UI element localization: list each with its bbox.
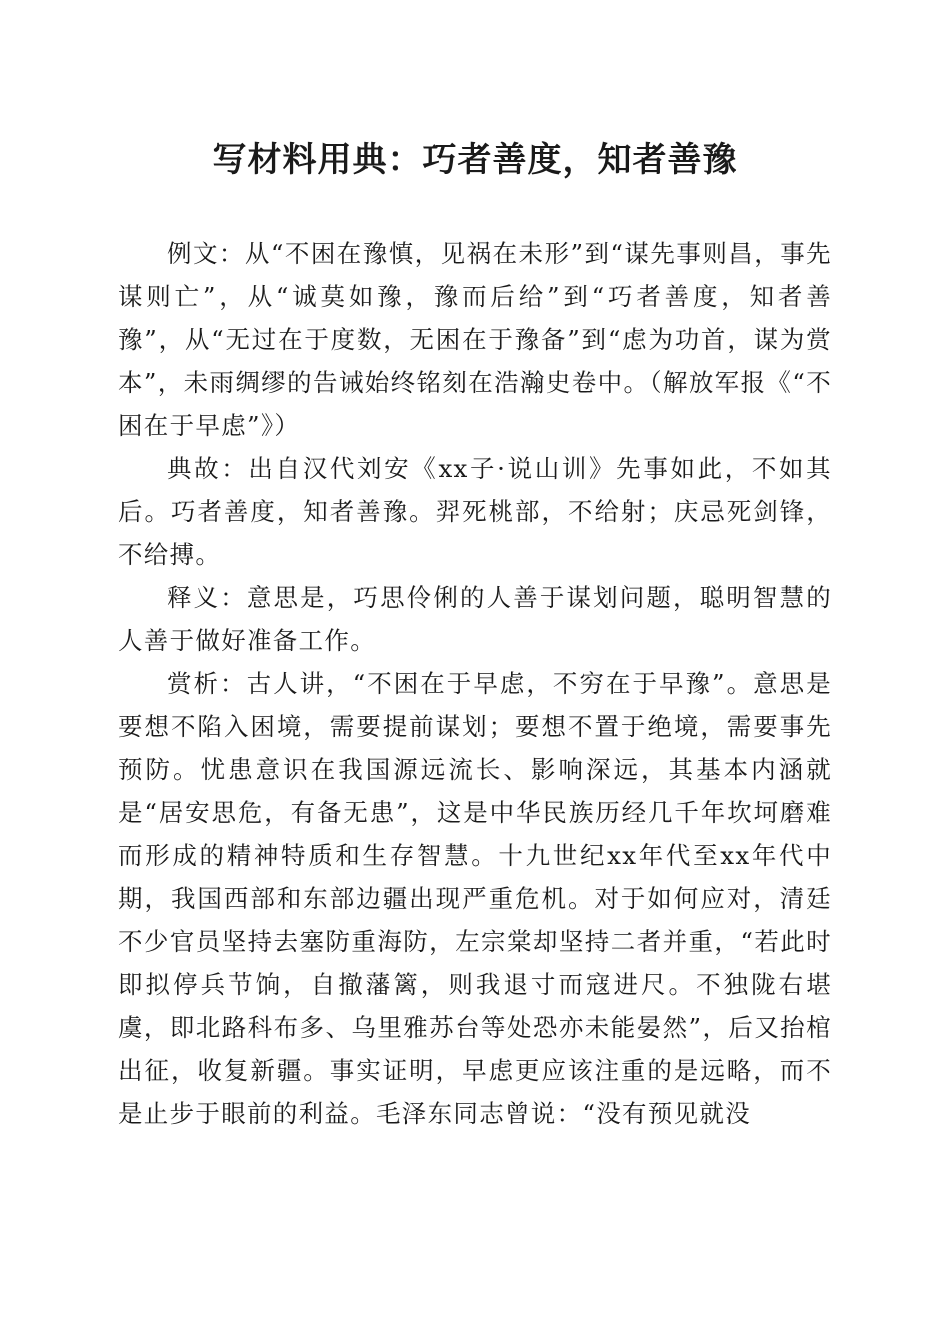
document-title: 写材料用典：巧者善度，知者善豫 (212, 140, 738, 180)
paragraph-interpretation: 释义：意思是，巧思伶俐的人善于谋划问题，聪明智慧的人善于做好准备工作。 (118, 583, 832, 655)
paragraph-example: 例文：从“不困在豫慎，见祸在未形”到“谋先事则昌，事先谋则亡”，从“诚莫如豫，豫而后给”到“巧者善度，知者善豫”，从“无过在于度数，无困在于豫备”到“虑为功首，谋为赏本”，未雨绸缪的告诫始终铭刻在浩瀚史卷中。（解放军报《“不困在于早虑”》） (118, 239, 832, 440)
paragraph-appreciation: 赏析：古人讲，“不困在于早虑，不穷在于早豫”。意思是要想不陷入困境，需要提前谋划；要想不置于绝境，需要事先预防。忧患意识在我国源远流长、影响深远，其基本内涵就是“居安思危，有备无患”，这是中华民族历经几千年坎坷磨难而形成的精神特质和生存智慧。十九世纪xx年代至xx年代中期，我国西部和东部边疆出现严重危机。对于如何应对，清廷不少官员坚持去塞防重海防，左宗棠却坚持二者并重，“若此时即拟停兵节饷，自撤藩篱，则我退寸而寇进尺。不独陇右堪虞，即北路科布多、乌里雅苏台等处恐亦未能晏然”，后又抬棺出征，收复新疆。事实证明，早虑更应该注重的是远略，而不是止步于眼前的利益。毛泽东同志曾说：“没有预见就没 (118, 669, 832, 1128)
paragraph-allusion: 典故：出自汉代刘安《xx子·说山训》先事如此，不如其后。巧者善度，知者善豫。羿死桃部，不给射；庆忌死剑锋，不给搏。 (118, 454, 832, 569)
document-body (118, 232, 832, 1135)
